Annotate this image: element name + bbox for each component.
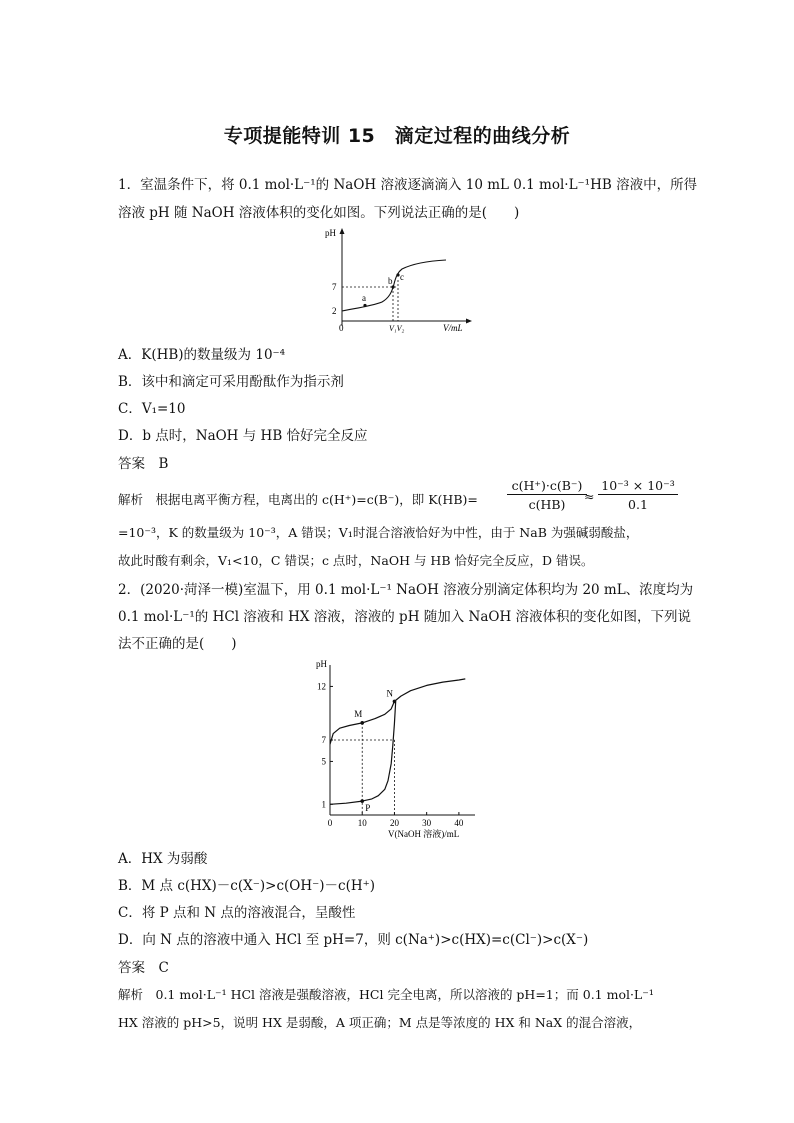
q2-y-tick-label: 12 — [317, 681, 326, 692]
q1-approx-sign: ≈ — [584, 489, 595, 504]
q2-y-tick-label: 7 — [321, 735, 326, 745]
q1-y-label: pH — [325, 228, 336, 238]
q1-titration-curve — [342, 260, 446, 311]
q2-y-tick-label: 1 — [321, 799, 326, 810]
q1-label-c: c — [400, 272, 404, 282]
q1-x-label: V/mL — [443, 323, 463, 333]
q1-option-a: A．K(HB)的数量级为 10⁻⁴ — [118, 347, 286, 363]
q2-x-tick-label: 40 — [454, 818, 464, 828]
q1-fraction-value-denominator: 0.1 — [628, 497, 648, 512]
q1-answer: 答案 B — [118, 456, 169, 472]
q1-option-d: D．b 点时，NaOH 与 HB 恰好完全反应 — [118, 428, 368, 444]
q2-point-m — [360, 721, 364, 725]
q1-fraction-value-numerator: 10⁻³ × 10⁻³ — [598, 478, 678, 495]
q2-x-tick-label: 0 — [327, 818, 333, 828]
q2-option-c: C．将 P 点和 N 点的溶液混合，呈酸性 — [118, 905, 356, 921]
q1-option-c: C．V₁=10 — [118, 401, 186, 417]
q2-analysis-line1: 解析 0.1 mol·L⁻¹ HCl 溶液是强酸溶液，HCl 完全电离，所以溶液的 pH=1；而 0.1 mol·L⁻¹ — [118, 987, 654, 1002]
q2-x-tick-label: 10 — [357, 818, 367, 828]
q2-point-n — [393, 700, 397, 704]
page-title: 专项提能特训 15 滴定过程的曲线分析 — [223, 125, 571, 147]
q2-x-tick-label: 30 — [422, 818, 432, 828]
q1-y-tick-2: 2 — [332, 306, 337, 316]
q1-fraction-k-numerator: c(H⁺)·c(B⁻) — [507, 478, 587, 495]
q2-stem-line3: 法不正确的是( ) — [118, 636, 237, 652]
q2-chart — [300, 655, 490, 840]
q2-x-tick-label: 20 — [389, 818, 399, 828]
q2-stem-line2: 0.1 mol·L⁻¹的 HCl 溶液和 HX 溶液，溶液的 pH 随加入 NaOH 溶液体积的变化如图，下列说 — [118, 609, 692, 625]
q1-label-b: b — [388, 276, 393, 286]
q2-series-hcl — [330, 701, 396, 804]
q2-point-label-n: N — [386, 688, 393, 699]
q2-y-label: pH — [316, 659, 327, 669]
q2-point-label-p: P — [365, 803, 371, 814]
q2-analysis-line2: HX 溶液的 pH>5，说明 HX 是弱酸，A 项正确；M 点是等浓度的 HX 和 NaX 的混合溶液， — [118, 1015, 642, 1030]
q2-point-label-m: M — [354, 708, 363, 719]
q1-stem-line2: 溶液 pH 随 NaOH 溶液体积的变化如图。下列说法正确的是( ) — [118, 205, 520, 221]
q1-point-a — [363, 304, 366, 307]
q2-option-a: A．HX 为弱酸 — [118, 851, 208, 867]
q2-answer: 答案 C — [118, 960, 169, 976]
q1-y-arrow — [340, 228, 345, 234]
q2-x-label: V(NaOH 溶液)/mL — [388, 829, 460, 839]
q1-option-b: B．该中和滴定可采用酚酞作为指示剂 — [118, 374, 344, 390]
q2-point-p — [360, 799, 364, 803]
q1-x-arrow — [466, 319, 472, 324]
q2-stem-line1: 2．(2020·菏泽一模)室温下，用 0.1 mol·L⁻¹ NaOH 溶液分别滴定体积均为 20 mL、浓度均为 — [118, 582, 694, 598]
q1-analysis-line3: 故此时酸有剩余，V₁<10，C 错误；c 点时，NaOH 与 HB 恰好完全反应，D 错误。 — [118, 553, 594, 568]
q1-stem-line1: 1．室温条件下，将 0.1 mol·L⁻¹的 NaOH 溶液逐滴滴入 10 mL 0.1 mol·L⁻¹HB 溶液中，所得 — [118, 177, 698, 193]
q1-origin: 0 — [339, 323, 344, 333]
q1-analysis-line2: =10⁻³，K 的数量级为 10⁻³，A 错误；V₁时混合溶液恰好为中性，由于 NaB 为强碱弱酸盐， — [118, 525, 639, 540]
q2-option-b: B．M 点 c(HX)－c(X⁻)>c(OH⁻)－c(H⁺) — [118, 878, 376, 894]
q1-chart — [322, 226, 482, 336]
q2-option-d: D．向 N 点的溶液中通入 HCl 至 pH=7，则 c(Na⁺)>c(HX)=c(Cl⁻)>c(X⁻) — [118, 932, 589, 948]
q1-fraction-value — [598, 478, 678, 512]
q1-y-tick-7: 7 — [332, 282, 337, 292]
q1-label-a: a — [362, 293, 366, 303]
q2-series-hx — [330, 679, 465, 744]
q1-x-tick-v1v2: V₁V₂ — [389, 324, 405, 333]
q2-y-tick-label: 5 — [321, 756, 326, 767]
q1-analysis-line1: 解析 根据电离平衡方程，电离出的 c(H⁺)=c(B⁻)，即 K(HB)= — [118, 492, 478, 507]
q1-fraction-k — [507, 478, 587, 512]
q1-fraction-k-denominator: c(HB) — [528, 497, 566, 512]
